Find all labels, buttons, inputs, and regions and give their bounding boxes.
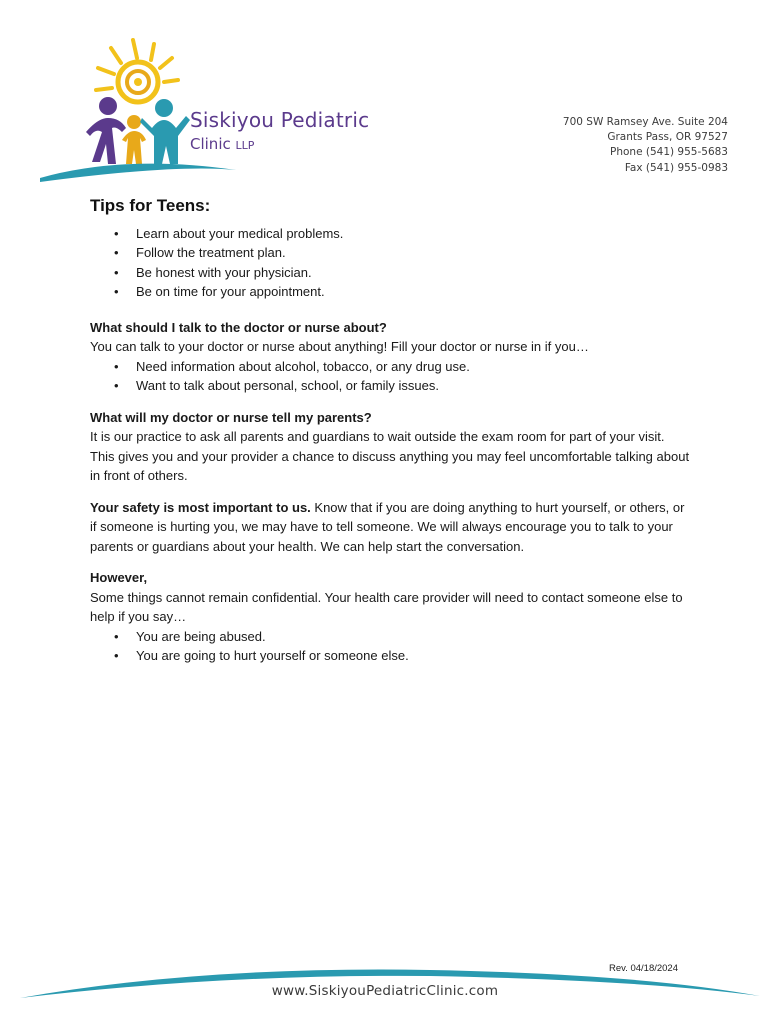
however-heading: However,: [90, 570, 148, 585]
brand-llp: LLP: [235, 139, 255, 152]
header-swoosh: [40, 164, 236, 182]
brand-subtitle: [190, 135, 254, 153]
list-item: • Need information about alcohol, tobacco, or any drug use.: [90, 357, 690, 377]
talk-text: You can talk to your doctor or nurse about anything! Fill your doctor or nurse in if you…: [90, 339, 589, 354]
list-item: • Be honest with your physician.: [90, 263, 690, 283]
parents-text: It is our practice to ask all parents and guardians to wait outside the exam room for part of your visit. This gives you and your provider a chance to discuss anything you may feel uncomfortable talking about in front of others.: [90, 429, 690, 483]
address-line: Grants Pass, OR 97527: [607, 131, 728, 144]
address-line: 700 SW Ramsey Ave. Suite 204: [562, 116, 728, 128]
list-item: • Want to talk about personal, school, or family issues.: [90, 376, 690, 396]
list-item: • You are being abused.: [90, 627, 690, 647]
children-figures: [86, 97, 190, 164]
website-url: www.SiskiyouPediatricClinic.com: [271, 983, 499, 999]
revision-date: Rev. 04/18/2024: [608, 963, 678, 974]
safety-lead: Your safety is most important to us.: [90, 499, 311, 515]
list-item: • Learn about your medical problems.: [90, 224, 690, 244]
tips-list: [90, 224, 690, 302]
list-item: • Follow the treatment plan.: [90, 243, 690, 263]
phone-line: Phone (541) 955-5683: [610, 146, 728, 159]
clinic-address: [563, 115, 728, 176]
fax-line: Fax (541) 955-0983: [624, 161, 728, 174]
however-text: Some things cannot remain confidential. Your health care provider will need to contact someone else to help if you say…: [90, 589, 683, 624]
safety-paragraph: [90, 498, 690, 557]
list-item: • You are going to hurt yourself or someone else.: [90, 646, 690, 666]
talk-list: [90, 357, 690, 396]
brand-name: Siskiyou Pediatric: [190, 108, 370, 132]
document-body: [90, 196, 690, 666]
talk-question: What should I talk to the doctor or nurse about?: [90, 319, 387, 335]
brand-clinic: Clinic: [190, 135, 231, 153]
sun-icon: [96, 40, 178, 102]
tips-title: Tips for Teens:: [90, 196, 211, 215]
however-list: [90, 627, 690, 666]
list-item: • Be on time for your appointment.: [90, 282, 690, 302]
safety-text: Know that if you are doing anything to hurt yourself, or others, or if someone is hurting you, we may have to tell someone. We will always encourage you to talk to your parents or guardians about your health. We can help start the conversation.: [90, 499, 685, 554]
parents-question: What will my doctor or nurse tell my parents?: [90, 409, 372, 425]
